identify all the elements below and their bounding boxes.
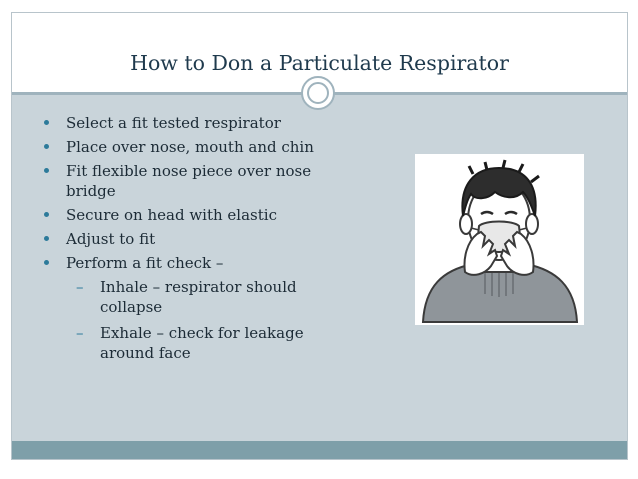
person-fitting-respirator-icon (415, 154, 584, 325)
sub-bullet-marker: – (76, 278, 84, 296)
sub-bullet-text: Exhale – check for leakage around face (100, 324, 304, 362)
bullet-item (42, 137, 342, 157)
bullet-list (42, 113, 342, 369)
respirator-illustration (415, 154, 584, 325)
bullet-text: Adjust to fit (66, 230, 156, 248)
sub-bullet-text: Inhale – respirator should collapse (100, 278, 297, 316)
bullet-item (42, 205, 342, 225)
sub-bullet-item (66, 323, 342, 363)
inner-circle-icon (307, 82, 329, 104)
footer-bar (12, 441, 627, 459)
sub-bullet-marker: – (76, 324, 84, 342)
bullet-dot-icon (44, 236, 49, 241)
circle-ornament-icon (301, 76, 335, 110)
bullet-item (42, 253, 342, 363)
bullet-text: Place over nose, mouth and chin (66, 138, 314, 156)
bullet-dot-icon (44, 260, 49, 265)
bullet-text: Secure on head with elastic (66, 206, 277, 224)
slide-title: How to Don a Particulate Respirator (130, 51, 509, 75)
bullet-item (42, 113, 342, 133)
bullet-text: Select a fit tested respirator (66, 114, 281, 132)
bullet-item (42, 161, 342, 201)
bullet-text: Perform a fit check – (66, 254, 224, 272)
sub-bullet-list (66, 277, 342, 363)
bullet-dot-icon (44, 144, 49, 149)
bullet-dot-icon (44, 120, 49, 125)
bullet-dot-icon (44, 168, 49, 173)
sub-bullet-item (66, 277, 342, 317)
bullet-item (42, 229, 342, 249)
bullet-text: Fit flexible nose piece over nose bridge (66, 162, 312, 200)
bullet-dot-icon (44, 212, 49, 217)
